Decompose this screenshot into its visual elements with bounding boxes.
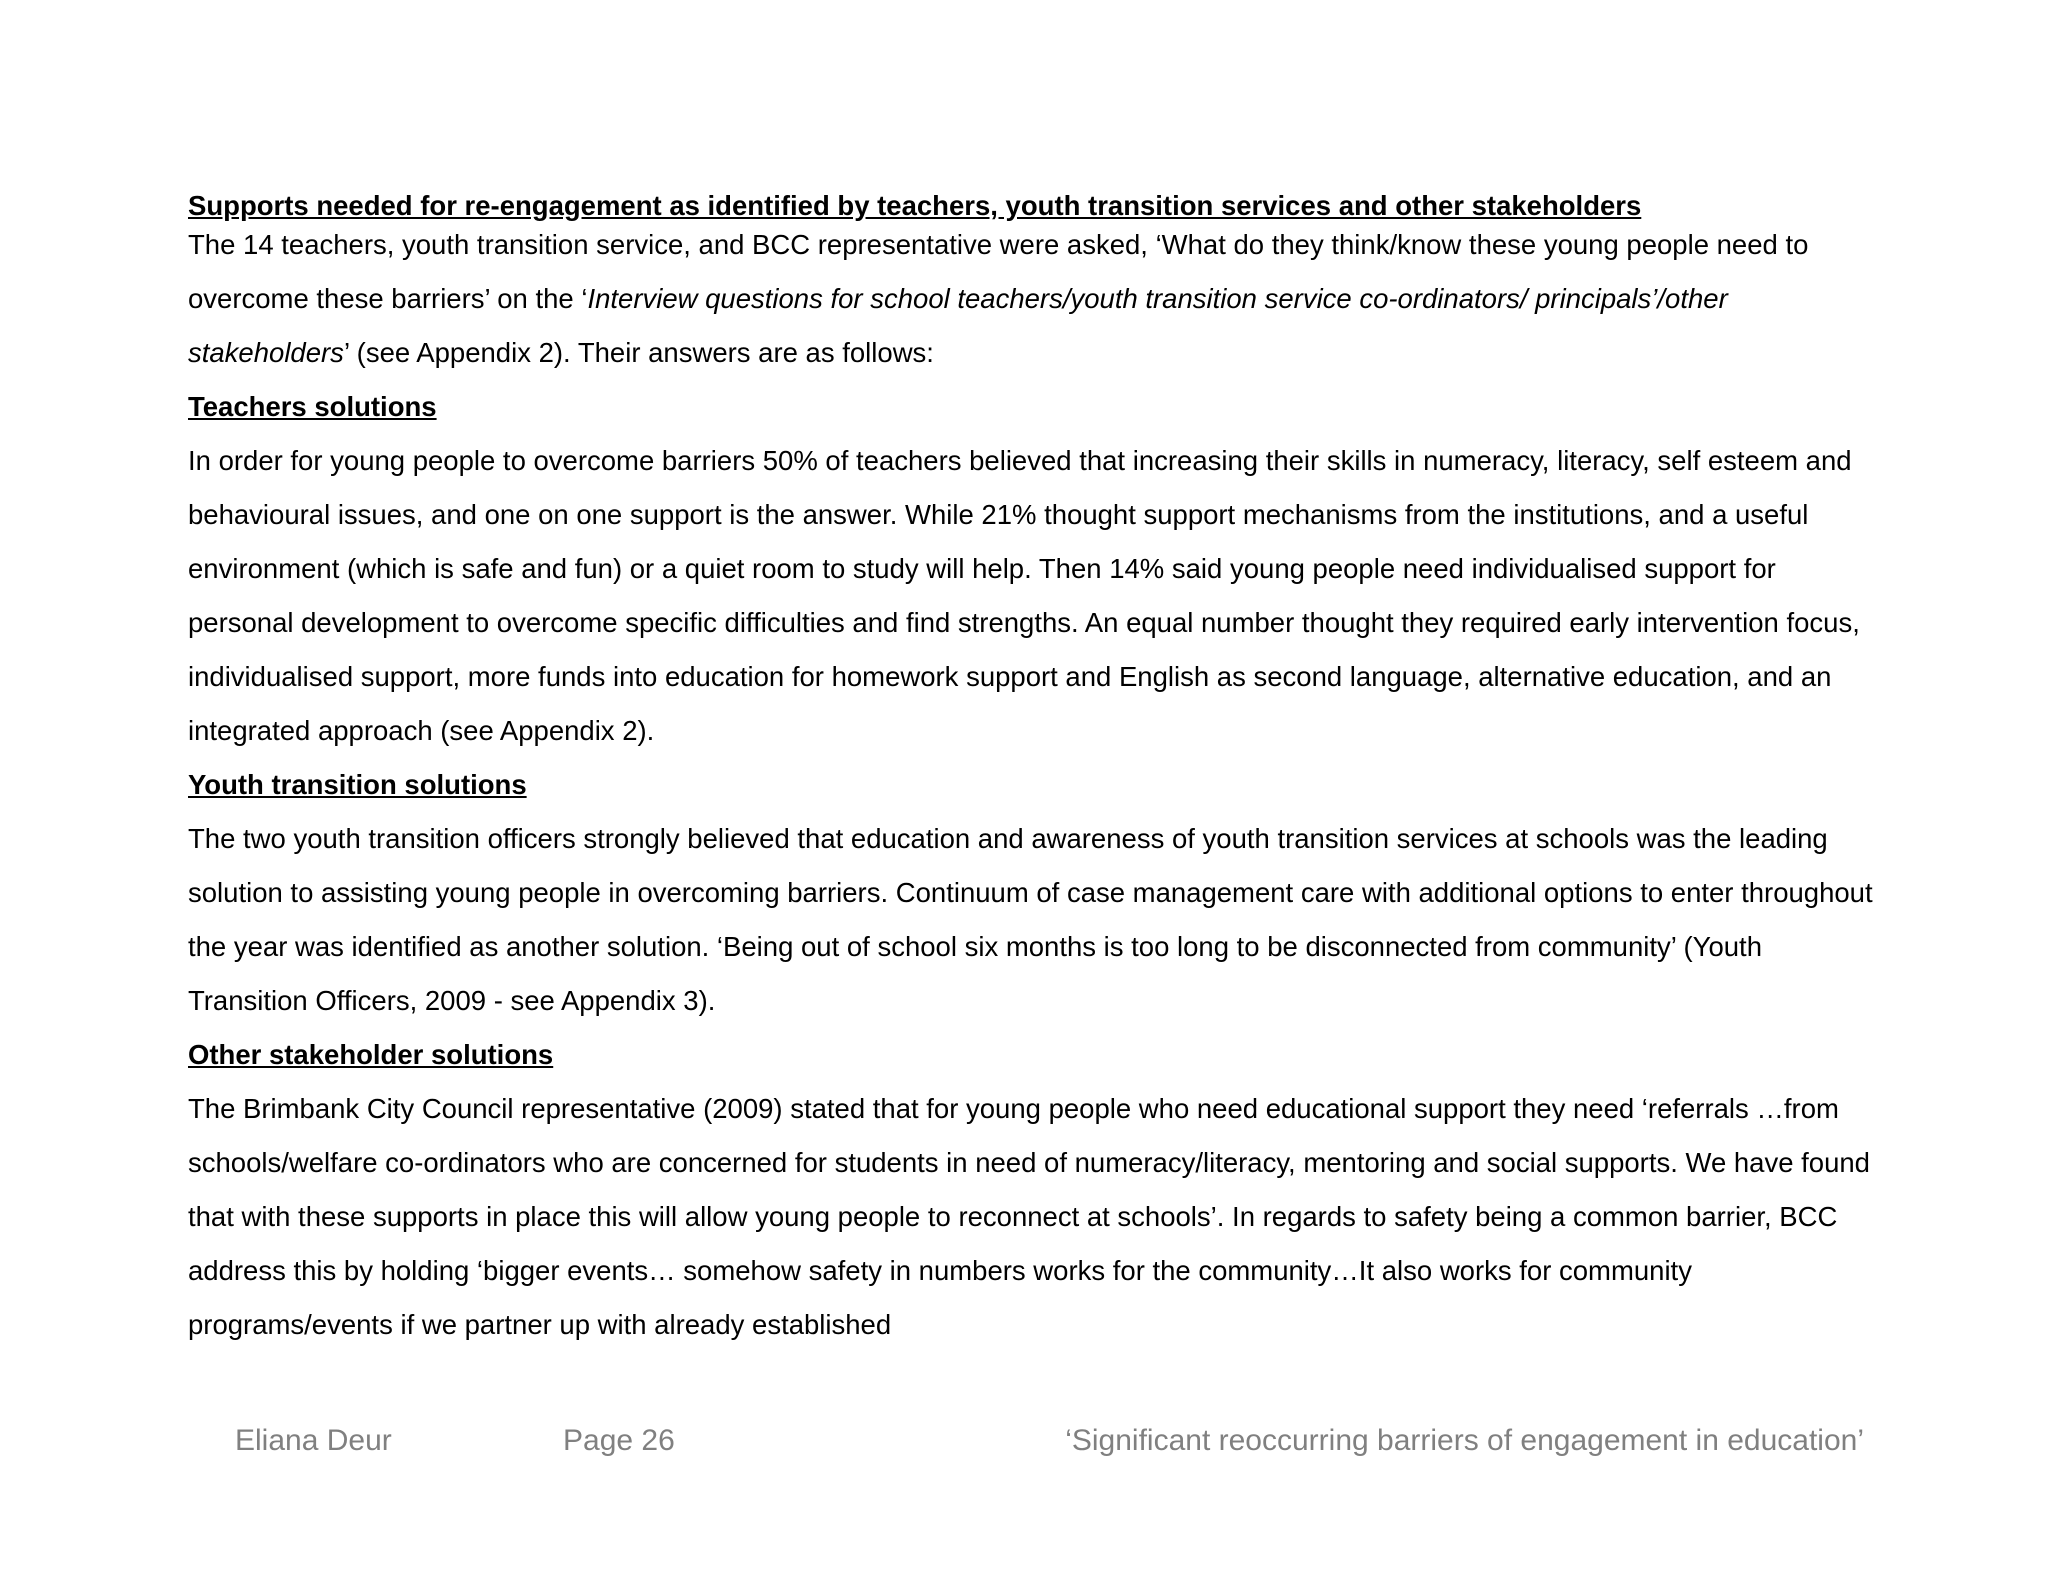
footer-page-number: Page 26 [563,1424,675,1457]
youth-transition-solutions-heading: Youth transition solutions [188,769,527,800]
section-heading: Supports needed for re-engagement as identified by teachers, youth transition services and other stakeholders [188,190,1642,221]
teachers-solutions-heading: Teachers solutions [188,391,437,422]
intro-paragraph [188,218,1888,380]
page-content [188,188,1888,1352]
intro-text-end: ’ (see Appendix 2). Their answers are as follows: [343,337,934,368]
teachers-solutions-paragraph: In order for young people to overcome barriers 50% of teachers believed that increasing their skills in numeracy, literacy, self esteem and behavioural issues, and one on one support is the answer. While 21% thought support mechanisms from the institutions, and a useful environment (which is safe and fun) or a quiet room to study will help. Then 14% said young people need individualised support for personal development to overcome specific difficulties and find strengths. An equal number thought they required early intervention focus, individualised support, more funds into education for homework support and English as second language, alternative education, and an integrated approach (see Appendix 2). [188,445,1860,746]
intro-italic-title: Interview questions for school teachers/youth transition service co-ordinators/ principals’/other stakeholders [188,283,1728,368]
other-stakeholder-solutions-heading: Other stakeholder solutions [188,1039,554,1070]
youth-transition-solutions-paragraph: The two youth transition officers strongly believed that education and awareness of youth transition services at schools was the leading solution to assisting young people in overcoming barriers. Continuum of case management care with additional options to enter throughout the year was identified as another solution. ‘Being out of school six months is too long to be disconnected from community’ (Youth Transition Officers, 2009 - see Appendix 3). [188,823,1873,1016]
footer-author: Eliana Deur [235,1424,392,1457]
footer-document-title: ‘Significant reoccurring barriers of engagement in education’ [1065,1424,1864,1457]
intro-text-start: The 14 teachers, youth transition service, and BCC representative were asked, ‘What do they think/know these young people need to overcome these barriers’ on the ‘ [188,229,1809,314]
other-stakeholder-solutions-paragraph: The Brimbank City Council representative (2009) stated that for young people who need educational support they need ‘referrals …from schools/welfare co-ordinators who are concerned for students in need of numeracy/literacy, mentoring and social supports. We have found that with these supports in place this will allow young people to reconnect at schools’. In regards to safety being a common barrier, BCC address this by holding ‘bigger events… somehow safety in numbers works for the community…It also works for community programs/events if we partner up with already established [188,1093,1870,1340]
